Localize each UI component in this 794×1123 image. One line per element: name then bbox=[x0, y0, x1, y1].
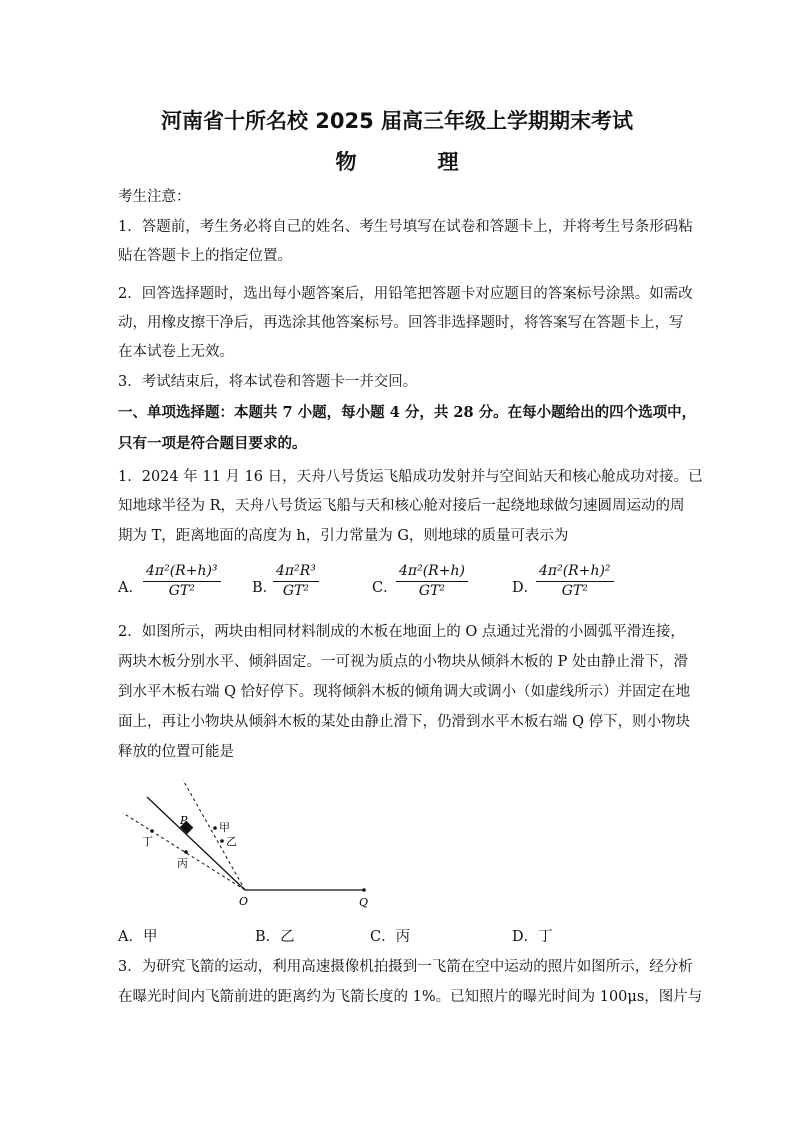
q2-line: 面上，再让小物块从倾斜木板的某处由静止滑下，仍滑到水平木板右端 Q 停下，则小物块 bbox=[118, 714, 691, 730]
denominator: GT² bbox=[418, 583, 446, 599]
q2-line: 两块木板分别水平、倾斜固定。一可视为质点的小物块从倾斜木板的 P 处由静止滑下，滑 bbox=[118, 654, 688, 670]
q2-line: 释放的位置可能是 bbox=[118, 744, 234, 760]
q1-line: 1．2024 年 11 月 16 日，天舟八号货运飞船成功发射并与空间站天和核心舱成功对接。已 bbox=[118, 469, 703, 485]
q1-option-c-label: C． bbox=[372, 580, 398, 596]
exam-title: 河南省十所名校 2025 届高三年级上学期期末考试 bbox=[160, 109, 634, 133]
label-jia: 甲 bbox=[219, 821, 230, 834]
notice-line: 贴在答题卡上的指定位置。 bbox=[118, 248, 292, 264]
denominator: GT² bbox=[561, 583, 588, 599]
label-q: Q bbox=[359, 896, 369, 909]
numerator: 4π²(R+h) bbox=[396, 563, 468, 582]
q1-option-d-formula bbox=[536, 563, 614, 599]
point-bing bbox=[184, 850, 188, 854]
denominator: GT² bbox=[168, 583, 195, 599]
denominator: GT² bbox=[282, 583, 309, 599]
q1-option-c-formula bbox=[396, 563, 468, 599]
notice-line: 3．考试结束后，将本试卷和答题卡一并交回。 bbox=[118, 374, 418, 390]
q1-option-d-label: D． bbox=[512, 580, 539, 596]
label-ding: 丁 bbox=[142, 835, 153, 848]
q2-line: 2．如图所示，两块由相同材料制成的木板在地面上的 O 点通过光滑的小圆弧平滑连接， bbox=[118, 624, 685, 640]
label-o: O bbox=[239, 895, 249, 908]
subject-title: 物 理 bbox=[335, 150, 489, 174]
notice-line: 动，用橡皮擦干净后，再选涂其他答案标号。回答非选择题时，将答案写在答题卡上，写 bbox=[118, 315, 684, 331]
q1-option-b-formula bbox=[273, 563, 319, 599]
point-jia bbox=[213, 826, 217, 830]
q1-line: 期为 T，距离地面的高度为 h，引力常量为 G，则地球的质量可表示为 bbox=[118, 528, 569, 544]
q2-line: 到水平木板右端 Q 恰好停下。现将倾斜木板的倾角调大或调小（如虚线所示）并固定在地 bbox=[118, 684, 691, 700]
numerator: 4π²(R+h)² bbox=[536, 563, 614, 582]
point-ding bbox=[150, 829, 154, 833]
q1-option-a-formula bbox=[143, 563, 221, 599]
q3-line: 在曝光时间内飞箭前进的距离约为飞箭长度的 1%。已知照片的曝光时间为 100μs，图片与 bbox=[118, 989, 703, 1005]
q2-option-c: C．丙 bbox=[370, 929, 411, 945]
q1-option-b-label: B． bbox=[252, 580, 278, 596]
q2-option-b: B．乙 bbox=[255, 929, 295, 945]
point-yi bbox=[220, 839, 224, 843]
q3-line: 3．为研究飞箭的运动，利用高速摄像机拍摄到一飞箭在空中运动的照片如图所示，经分析 bbox=[118, 959, 693, 975]
point-q bbox=[362, 888, 366, 892]
numerator: 4π²R³ bbox=[273, 563, 319, 582]
section-heading: 只有一项是符合题目要求的。 bbox=[118, 435, 307, 452]
q2-option-d: D．丁 bbox=[512, 929, 553, 945]
q1-option-a-label: A． bbox=[118, 580, 143, 596]
q2-option-a: A．甲 bbox=[118, 929, 158, 945]
incline-figure bbox=[115, 775, 385, 910]
section-heading: 一、单项选择题：本题共 7 小题，每小题 4 分，共 28 分。在每小题给出的四个选项中， bbox=[118, 404, 697, 421]
notice-line: 在本试卷上无效。 bbox=[118, 344, 234, 360]
notice-line: 1．答题前，考生务必将自己的姓名、考生号填写在试卷和答题卡上，并将考生号条形码粘 bbox=[118, 219, 693, 235]
notice-line: 2．回答选择题时，选出每小题答案后，用铅笔把答题卡对应题目的答案标号涂黑。如需改 bbox=[118, 286, 693, 302]
numerator: 4π²(R+h)³ bbox=[143, 563, 221, 582]
notice-heading: 考生注意： bbox=[118, 189, 191, 205]
q1-line: 知地球半径为 R，天舟八号货运飞船与天和核心舱对接后一起绕地球做匀速圆周运动的周 bbox=[118, 498, 685, 514]
label-p: P bbox=[180, 814, 188, 827]
label-yi: 乙 bbox=[226, 835, 237, 848]
label-bing: 丙 bbox=[177, 857, 188, 870]
